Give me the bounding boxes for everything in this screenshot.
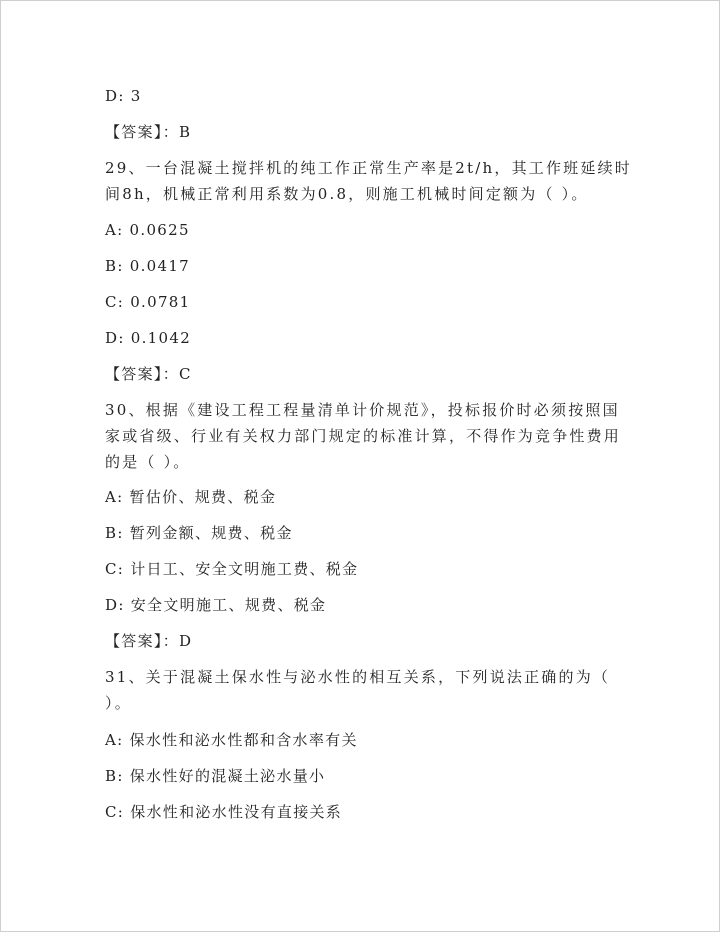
q29-option-b: B: 0.0417 <box>105 257 191 275</box>
q30-option-a: A: 暂估价、规费、税金 <box>105 488 277 506</box>
q30-option-d: D: 安全文明施工、规费、税金 <box>105 596 327 614</box>
q29-option-c: C: 0.0781 <box>105 293 191 311</box>
q30-option-b: B: 暂列金额、规费、税金 <box>105 524 293 542</box>
q31-option-a: A: 保水性和泌水性都和含水率有关 <box>105 731 358 749</box>
q30-stem-line-1: 30、根据《建设工程工程量清单计价规范》，投标报价时必须按照国 <box>105 401 620 419</box>
q30-option-c: C: 计日工、安全文明施工费、税金 <box>105 560 359 578</box>
q30-answer: 【答案】：D <box>105 632 193 650</box>
q29-option-a: A: 0.0625 <box>105 221 190 239</box>
prev-answer: 【答案】：B <box>105 123 192 141</box>
q31-stem-line-2: ）。 <box>105 694 132 712</box>
q31-option-b: B: 保水性好的混凝土泌水量小 <box>105 767 326 785</box>
prev-option-d: D: 3 <box>105 87 142 105</box>
q29-stem-line-2: 间8h，机械正常利用系数为0.8，则施工机械时间定额为（ ）。 <box>105 185 589 203</box>
q29-option-d: D: 0.1042 <box>105 329 192 347</box>
q29-stem-line-1: 29、一台混凝土搅拌机的纯工作正常生产率是2t/h，其工作班延续时 <box>105 159 632 177</box>
q29-answer: 【答案】：C <box>105 365 192 383</box>
q31-stem-line-1: 31、关于混凝土保水性与泌水性的相互关系，下列说法正确的为（ <box>105 668 611 686</box>
q31-option-c: C: 保水性和泌水性没有直接关系 <box>105 803 343 821</box>
q30-stem-line-2: 家或省级、行业有关权力部门规定的标准计算，不得作为竞争性费用 <box>105 427 622 445</box>
q30-stem-line-3: 的是（ ）。 <box>105 453 191 471</box>
